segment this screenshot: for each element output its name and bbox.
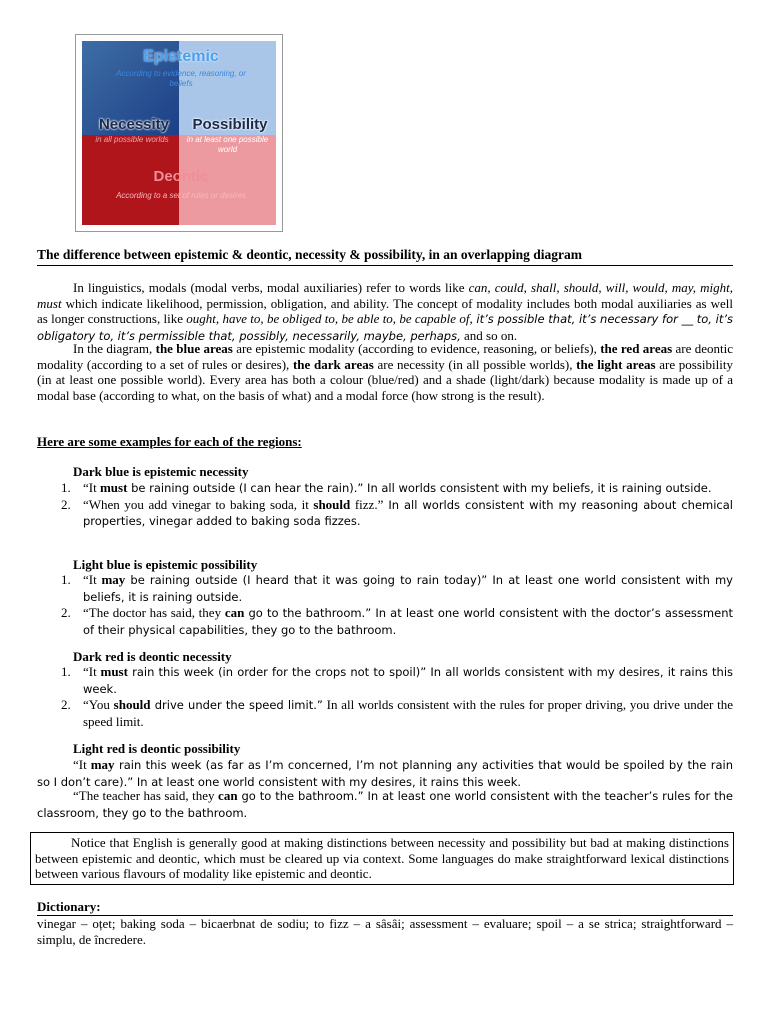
light-red-example-1: “It may rain this week (as far as I’m concerned, I’m not planning any activities that would be spoiled by the rain so I don’t care).” In at least one world consistent with my desires, it rains this week.	[37, 757, 733, 789]
intro-paragraph-2: In the diagram, the blue areas are epistemic modality (according to evidence, reasoning, or beliefs), the red areas are deontic modality (according to a set of rules or desires), the dark areas are necessity (in all possible worlds), the light areas are possibility (in at least one possible world). Every area has both a colour (blue/red) and a shade (light/dark) because modality is made up of a modal base (according to what, on the basis of what) and a modal force (how strong is the result).	[37, 341, 733, 403]
intro-paragraph-1: In linguistics, modals (modal verbs, modal auxiliaries) refer to words like can, could, shall, should, will, would, may, might, must which indicate likelihood, permission, obligation, and ability. The concept of modality includes both modal auxiliaries as well as longer constructions, like ought, have to, be obliged to, be able to, be capable of, it’s possible that, it’s necessary for __ to, it’s obligatory to, it’s permissible that, possibly, necessarily, maybe, perhaps, and so on.	[37, 280, 734, 343]
list-item: 2. “The doctor has said, they can go to the bathroom.” In at least one world consistent with the doctor’s assessment of their physical capabilities, they go to the bathroom.	[61, 605, 733, 637]
deontic-sublabel: According to a set of rules or desires	[116, 191, 246, 200]
dark-blue-list	[37, 480, 733, 530]
examples-heading: Here are some examples for each of the regions:	[37, 434, 302, 449]
light-red-heading: Light red is deontic possibility	[73, 741, 241, 756]
list-item: 2. “When you add vinegar to baking soda, it should fizz.” In all worlds consistent with my reasoning about chemical properties, vinegar added to baking soda fizzes.	[61, 496, 734, 528]
epistemic-label: Epistemic	[143, 48, 219, 65]
possibility-sublabel: in at least one possible world	[186, 135, 269, 154]
dark-blue-heading: Dark blue is epistemic necessity	[73, 464, 249, 479]
dark-red-heading: Dark red is deontic necessity	[73, 649, 232, 664]
dictionary-title: Dictionary:	[37, 899, 733, 916]
list-item: 1. “It must be raining outside (I can hear the rain).” In all worlds consistent with my beliefs, it is raining outside.	[61, 480, 712, 495]
possibility-label: Possibility	[192, 116, 268, 133]
necessity-label: Necessity	[98, 116, 170, 133]
modality-diagram	[75, 34, 283, 232]
notice-box: Notice that English is generally good at making distinctions between necessity and possibility but bad at making distinctions between epistemic and deontic, which must be cleared up via context. Some languages do make straightforward lexical distinctions between various flavours of modality like epistemic and deontic.	[30, 832, 734, 885]
necessity-sublabel: in all possible worlds	[95, 135, 169, 144]
list-item: 1. “It may be raining outside (I heard that it was going to rain today)” In at least one world consistent with my beliefs, it is raining outside.	[61, 572, 733, 604]
dark-red-list	[37, 664, 733, 729]
light-blue-list	[37, 572, 733, 638]
document-title: The difference between epistemic & deontic, necessity & possibility, in an overlapping diagram	[37, 247, 733, 266]
list-item: 2. “You should drive under the speed limit.” In all worlds consistent with the rules for proper driving, you drive under the speed limit.	[61, 697, 733, 729]
dictionary-text: vinegar – oțet; baking soda – bicaerbnat de sodiu; to fizz – a sâsâi; assessment – evaluare; spoil – a se strica; straightforward – simplu, de încredere.	[37, 916, 733, 947]
light-blue-heading: Light blue is epistemic possibility	[73, 557, 258, 572]
light-red-example-2: “The teacher has said, they can go to the bathroom.” In at least one world consistent with the teacher’s rules for the classroom, they go to the bathroom.	[37, 788, 733, 820]
list-item: 1. “It must rain this week (in order for the crops not to spoil)” In all worlds consistent with my desires, it rains this week.	[61, 664, 734, 696]
deontic-label: Deontic	[153, 168, 209, 185]
epistemic-sublabel: According to evidence, reasoning, or beliefs	[116, 69, 246, 88]
